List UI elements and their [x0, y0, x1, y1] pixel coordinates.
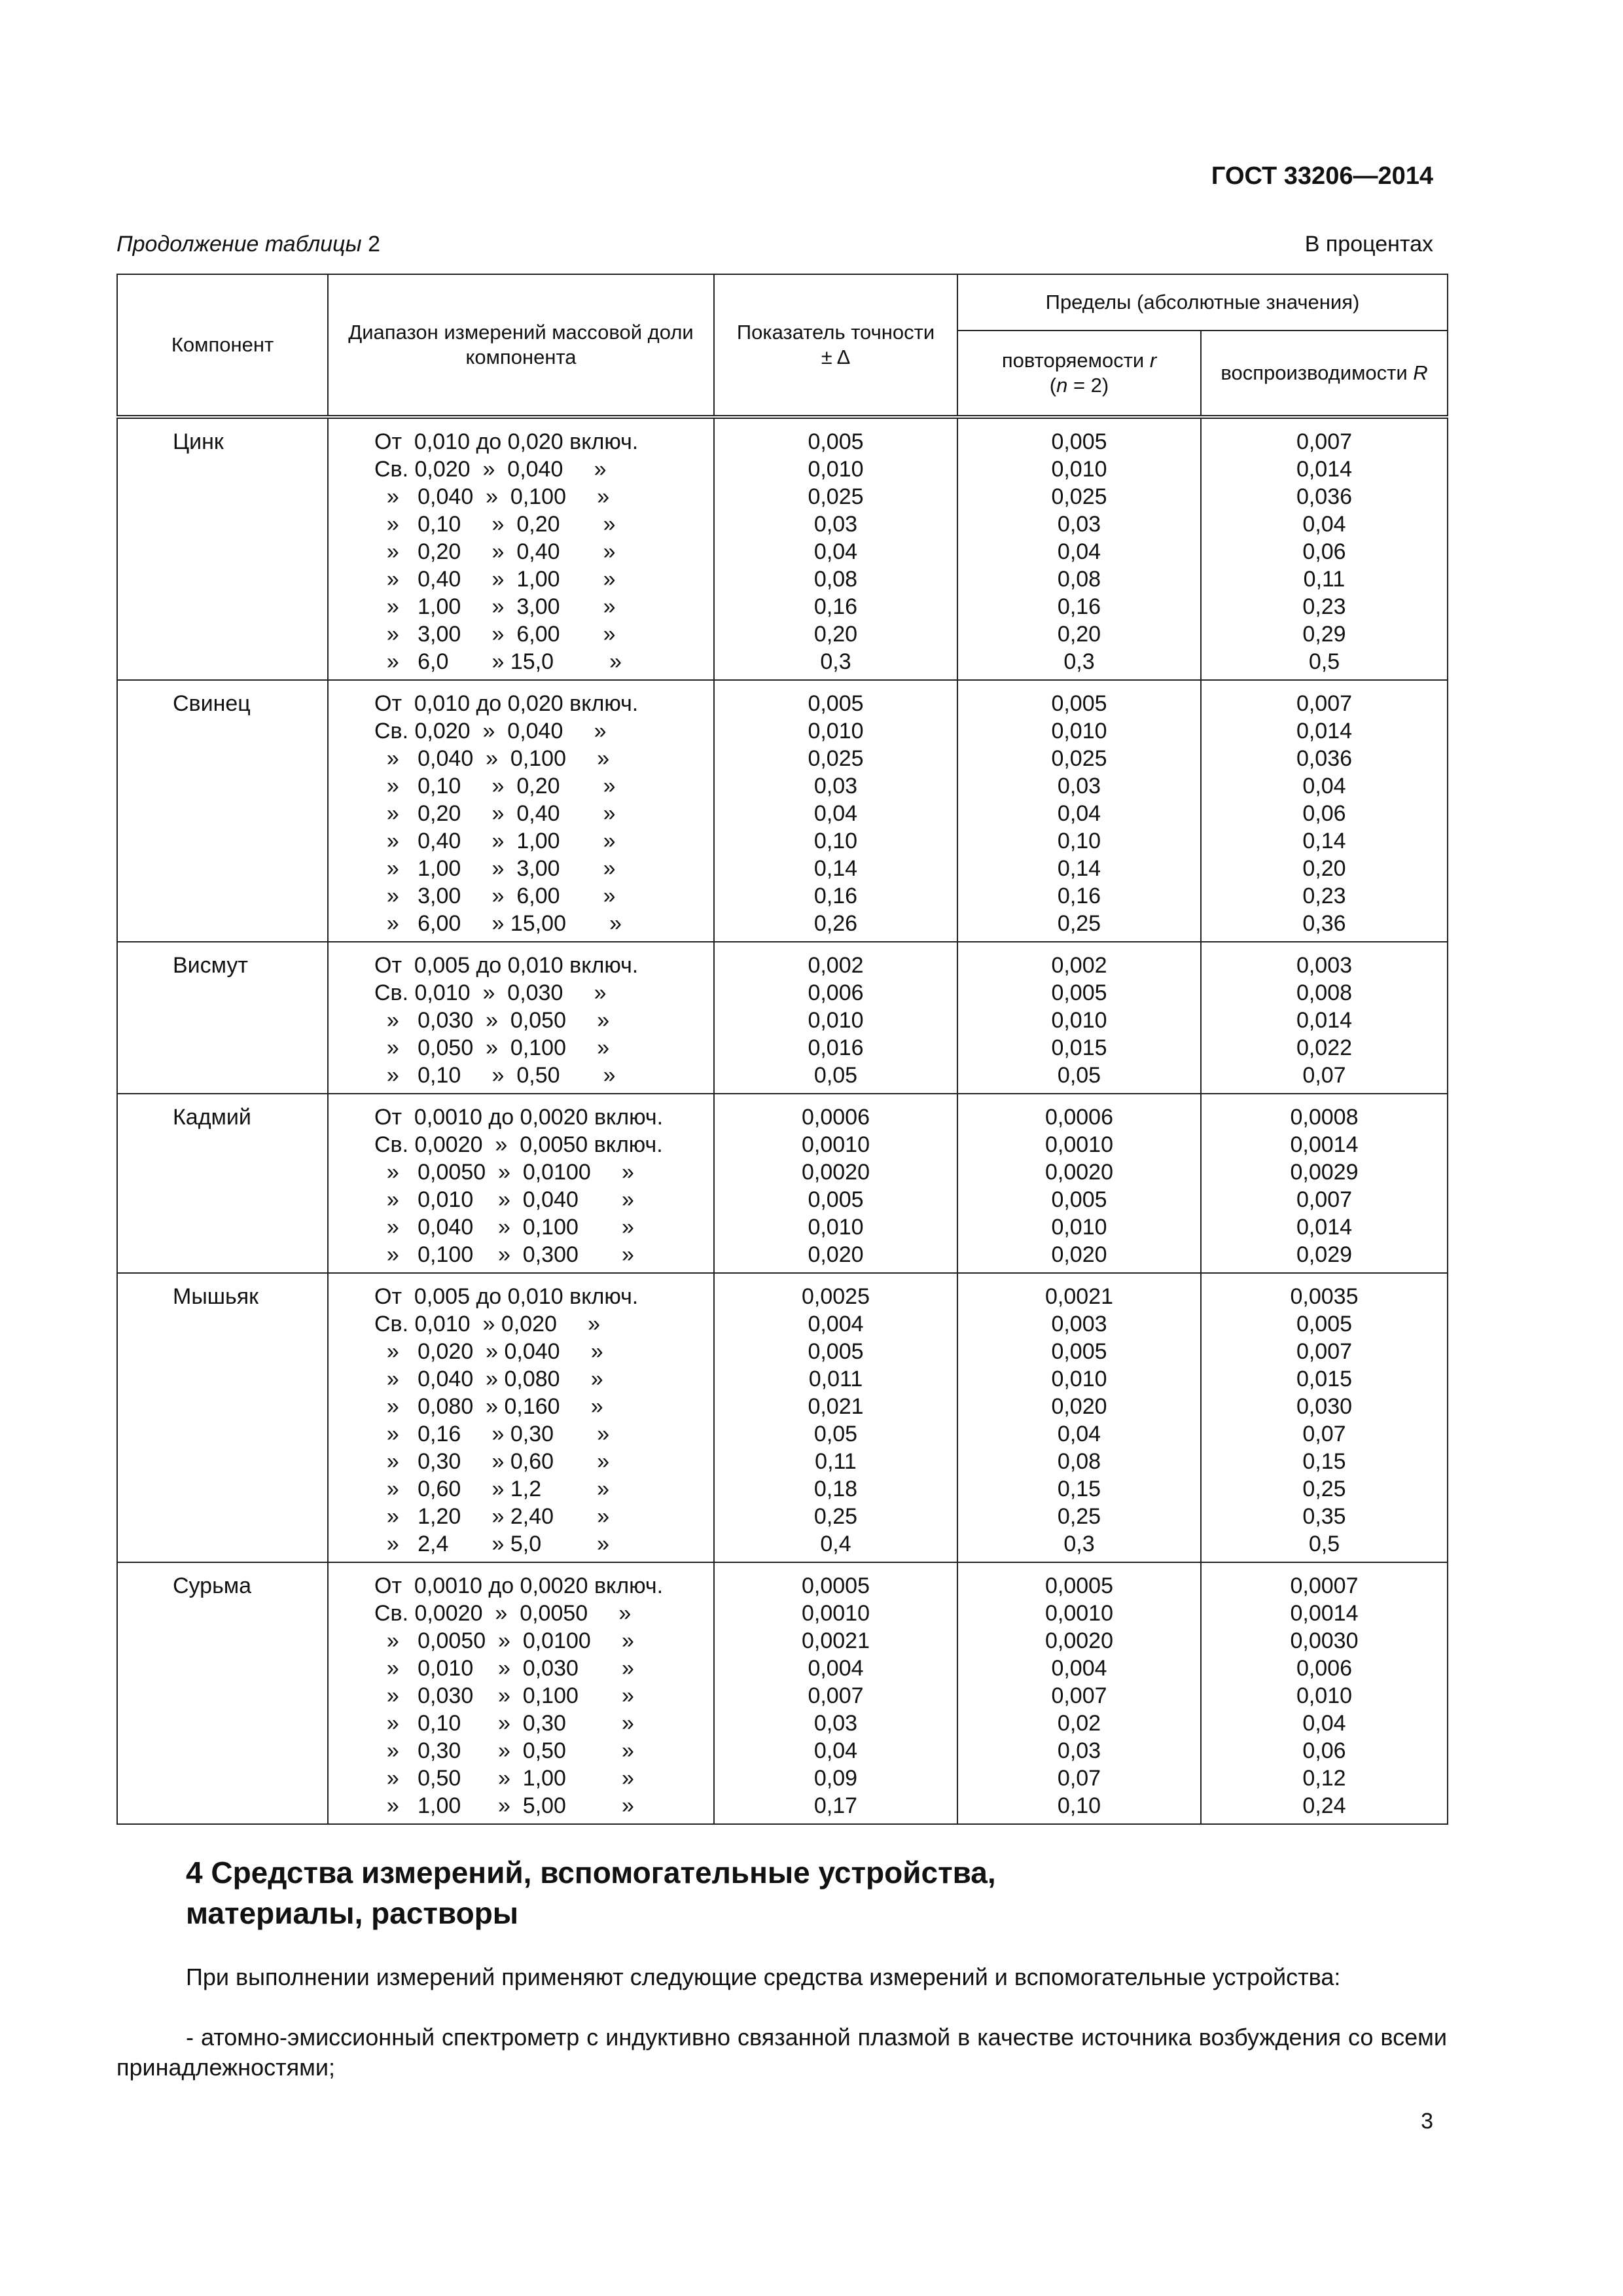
component-group-row: [117, 1094, 1448, 1273]
reproducibility-value: 0,010: [1296, 1683, 1353, 1708]
accuracy-value: 0,010: [808, 719, 864, 744]
accuracy-value: 0,03: [813, 1711, 858, 1736]
reproducibility-value: 0,003: [1296, 953, 1353, 978]
repeatability-value: 0,010: [1051, 1215, 1107, 1240]
range-line: » 0,30 » 0,60 »: [374, 1449, 610, 1474]
reproducibility-value: 0,014: [1296, 1215, 1353, 1240]
repeatability-value: 0,005: [1051, 429, 1107, 454]
repeatability-value: 0,005: [1051, 691, 1107, 716]
reproducibility-value: 0,005: [1296, 1312, 1353, 1336]
reproducibility-value: 0,006: [1296, 1656, 1353, 1681]
accuracy-value: 0,0005: [802, 1573, 870, 1598]
range-line: » 1,20 » 2,40 »: [374, 1504, 610, 1529]
repeatability-value: 0,14: [1057, 856, 1101, 881]
component-name: Мышьяк: [117, 1273, 328, 1562]
component-group-row: [117, 1273, 1448, 1562]
component-name: Цинк: [117, 417, 328, 680]
repeatability-value: 0,04: [1057, 801, 1101, 826]
reproducibility-value: 0,35: [1302, 1504, 1346, 1529]
reproducibility-value: 0,5: [1308, 1532, 1340, 1556]
range-line: » 0,050 » 0,100 »: [374, 1035, 610, 1060]
range-line: » 1,00 » 5,00 »: [374, 1793, 634, 1818]
reproducibility-value-cell: [1201, 680, 1448, 942]
accuracy-value: 0,016: [808, 1035, 864, 1060]
reproducibility-value: 0,23: [1302, 594, 1346, 619]
range-line: » 0,020 » 0,040 »: [374, 1339, 603, 1364]
repeatability-value: 0,10: [1057, 829, 1101, 853]
repeatability-value: 0,03: [1057, 1738, 1101, 1763]
range-line: » 0,0050 » 0,0100 »: [374, 1160, 634, 1185]
header-accuracy: [714, 274, 957, 417]
header-repeat-var: r: [1149, 349, 1157, 372]
repeatability-value: 0,025: [1051, 746, 1107, 771]
range-line: » 0,040 » 0,100 »: [374, 746, 610, 771]
accuracy-value: 0,025: [808, 484, 864, 509]
range-line: » 0,10 » 0,50 »: [374, 1063, 616, 1088]
reproducibility-value: 0,036: [1296, 746, 1353, 771]
reproducibility-value: 0,014: [1296, 457, 1353, 482]
reproducibility-value: 0,5: [1308, 649, 1340, 674]
page-number: 3: [1421, 2109, 1433, 2134]
range-line: » 0,010 » 0,030 »: [374, 1656, 634, 1681]
reproducibility-value: 0,022: [1296, 1035, 1353, 1060]
accuracy-value: 0,0020: [802, 1160, 870, 1185]
repeatability-value: 0,04: [1057, 539, 1101, 564]
repeatability-value: 0,005: [1051, 980, 1107, 1005]
accuracy-value: 0,0010: [802, 1601, 870, 1626]
accuracy-value: 0,20: [813, 622, 858, 647]
reproducibility-value: 0,24: [1302, 1793, 1346, 1818]
reproducibility-value: 0,04: [1302, 512, 1346, 537]
accuracy-value: 0,04: [813, 801, 858, 826]
reproducibility-value: 0,12: [1302, 1766, 1346, 1791]
repeatability-value: 0,25: [1057, 1504, 1101, 1529]
accuracy-value: 0,0025: [802, 1284, 870, 1309]
reproducibility-value: 0,0014: [1290, 1601, 1359, 1626]
range-line: Св. 0,020 » 0,040 »: [374, 457, 607, 482]
range-line: От 0,0010 до 0,0020 включ.: [374, 1573, 664, 1598]
header-reproduce-word: воспроизводимости: [1221, 361, 1414, 384]
repeatability-value: 0,015: [1051, 1035, 1107, 1060]
repeatability-value: 0,0006: [1045, 1105, 1113, 1130]
reproducibility-value: 0,36: [1302, 911, 1346, 936]
standard-number: ГОСТ 33206—2014: [1211, 162, 1433, 190]
reproducibility-value: 0,007: [1296, 429, 1353, 454]
repeatability-value: 0,08: [1057, 1449, 1101, 1474]
range-line: Св. 0,020 » 0,040 »: [374, 719, 607, 744]
reproducibility-value: 0,007: [1296, 1339, 1353, 1364]
header-repeatability: [957, 331, 1201, 417]
repeatability-value: 0,010: [1051, 1008, 1107, 1033]
repeatability-value: 0,005: [1051, 1187, 1107, 1212]
accuracy-value-cell: [714, 942, 957, 1094]
range-line-cell: [328, 417, 714, 680]
reproducibility-value-cell: [1201, 1094, 1448, 1273]
repeatability-value-cell: [957, 417, 1201, 680]
range-line: От 0,010 до 0,020 включ.: [374, 429, 639, 454]
reproducibility-value: 0,15: [1302, 1449, 1346, 1474]
range-line: Св. 0,0020 » 0,0050 включ.: [374, 1132, 663, 1157]
reproducibility-value: 0,06: [1302, 801, 1346, 826]
reproducibility-value: 0,0008: [1290, 1105, 1359, 1130]
component-group-row: [117, 417, 1448, 680]
range-line: » 0,010 » 0,040 »: [374, 1187, 634, 1212]
accuracy-value: 0,010: [808, 457, 864, 482]
repeatability-value: 0,10: [1057, 1793, 1101, 1818]
reproducibility-value-cell: [1201, 942, 1448, 1094]
section-title-line2: [186, 1893, 1298, 1933]
range-line: » 3,00 » 6,00 »: [374, 884, 616, 908]
table-caption-number: 2: [361, 232, 380, 257]
reproducibility-value: 0,25: [1302, 1477, 1346, 1501]
range-line: От 0,005 до 0,010 включ.: [374, 953, 639, 978]
header-limits: Пределы (абсолютные значения): [957, 274, 1448, 331]
repeatability-value: 0,15: [1057, 1477, 1101, 1501]
accuracy-value: 0,08: [813, 567, 858, 592]
component-group-row: [117, 942, 1448, 1094]
repeatability-value: 0,0010: [1045, 1601, 1113, 1626]
accuracy-value: 0,004: [808, 1312, 864, 1336]
reproducibility-value: 0,23: [1302, 884, 1346, 908]
reproducibility-value-cell: [1201, 1562, 1448, 1824]
accuracy-value: 0,005: [808, 429, 864, 454]
accuracy-value: 0,010: [808, 1008, 864, 1033]
range-line: Св. 0,010 » 0,020 »: [374, 1312, 601, 1336]
reproducibility-value: 0,06: [1302, 539, 1346, 564]
repeatability-value: 0,16: [1057, 594, 1101, 619]
header-repeat-sub-var: n: [1056, 374, 1068, 397]
reproducibility-value: 0,0030: [1290, 1628, 1359, 1653]
reproducibility-value: 0,0035: [1290, 1284, 1359, 1309]
paragraph-1-text: При выполнении измерений применяют следующие средства измерений и вспомогательные устройства:: [186, 1964, 1341, 1990]
range-line-cell: [328, 1094, 714, 1273]
reproducibility-value: 0,014: [1296, 719, 1353, 744]
range-line: » 0,040 » 0,100 »: [374, 484, 610, 509]
accuracy-value: 0,03: [813, 774, 858, 798]
header-component: Компонент: [117, 274, 328, 417]
accuracy-value: 0,025: [808, 746, 864, 771]
repeatability-value: 0,020: [1051, 1242, 1107, 1267]
range-line: » 0,20 » 0,40 »: [374, 539, 616, 564]
range-line: » 0,60 » 1,2 »: [374, 1477, 610, 1501]
repeatability-value: 0,025: [1051, 484, 1107, 509]
range-line: » 6,00 » 15,00 »: [374, 911, 622, 936]
repeatability-value: 0,010: [1051, 457, 1107, 482]
reproducibility-value: 0,07: [1302, 1063, 1346, 1088]
repeatability-value: 0,005: [1051, 1339, 1107, 1364]
accuracy-value: 0,020: [808, 1242, 864, 1267]
range-line: » 0,040 » 0,080 »: [374, 1367, 603, 1391]
range-line: » 0,40 » 1,00 »: [374, 829, 616, 853]
repeatability-value: 0,010: [1051, 1367, 1107, 1391]
repeatability-value: 0,004: [1051, 1656, 1107, 1681]
repeatability-value: 0,0010: [1045, 1132, 1113, 1157]
header-repeat-word: повторяемости: [1001, 349, 1150, 372]
component-group-row: [117, 1562, 1448, 1824]
range-line: » 0,50 » 1,00 »: [374, 1766, 634, 1791]
reproducibility-value: 0,015: [1296, 1367, 1353, 1391]
accuracy-value: 0,010: [808, 1215, 864, 1240]
range-line: » 0,080 » 0,160 »: [374, 1394, 603, 1419]
reproducibility-value: 0,04: [1302, 774, 1346, 798]
accuracy-value: 0,04: [813, 1738, 858, 1763]
accuracy-value: 0,021: [808, 1394, 864, 1419]
header-accuracy-line2: ± Δ: [821, 346, 851, 368]
range-line: От 0,010 до 0,020 включ.: [374, 691, 639, 716]
reproducibility-value: 0,11: [1303, 567, 1346, 592]
range-line-cell: [328, 1273, 714, 1562]
accuracy-value: 0,25: [813, 1504, 858, 1529]
units-note: В процентах: [1304, 232, 1433, 257]
repeatability-value: 0,25: [1057, 911, 1101, 936]
range-line: » 1,00 » 3,00 »: [374, 856, 616, 881]
repeatability-value-cell: [957, 1562, 1201, 1824]
reproducibility-value: 0,007: [1296, 691, 1353, 716]
reproducibility-value-cell: [1201, 1273, 1448, 1562]
repeatability-value: 0,007: [1051, 1683, 1107, 1708]
accuracy-value: 0,0021: [802, 1628, 870, 1653]
accuracy-value: 0,05: [813, 1422, 858, 1446]
repeatability-value: 0,0021: [1045, 1284, 1113, 1309]
repeatability-value: 0,3: [1063, 649, 1095, 674]
repeatability-value: 0,20: [1057, 622, 1101, 647]
accuracy-value: 0,16: [813, 594, 858, 619]
repeatability-value-cell: [957, 680, 1201, 942]
section-title-line1: 4 Средства измерений, вспомогательные устройства,: [186, 1856, 996, 1890]
range-line: » 6,0 » 15,0 »: [374, 649, 622, 674]
reproducibility-value: 0,0029: [1290, 1160, 1359, 1185]
repeatability-value: 0,05: [1057, 1063, 1101, 1088]
range-line: Св. 0,0020 » 0,0050 »: [374, 1601, 632, 1626]
header-range: Диапазон измерений массовой доли компонента: [328, 274, 714, 417]
header-reproducibility: [1201, 331, 1448, 417]
section-heading: [186, 1852, 1298, 1933]
reproducibility-value: 0,06: [1302, 1738, 1346, 1763]
range-line: » 0,20 » 0,40 »: [374, 801, 616, 826]
reproducibility-value: 0,007: [1296, 1187, 1353, 1212]
repeatability-value: 0,03: [1057, 774, 1101, 798]
component-name: Кадмий: [117, 1094, 328, 1273]
reproducibility-value: 0,20: [1302, 856, 1346, 881]
table-caption-text: Продолжение таблицы: [116, 232, 362, 257]
range-line: » 0,30 » 0,50 »: [374, 1738, 634, 1763]
range-line: » 0,100 » 0,300 »: [374, 1242, 634, 1267]
repeatability-value: 0,08: [1057, 567, 1101, 592]
range-line: » 0,40 » 1,00 »: [374, 567, 616, 592]
header-accuracy-line1: Показатель точности: [736, 321, 935, 344]
header-reproduce-var: R: [1413, 361, 1428, 384]
repeatability-value: 0,0020: [1045, 1160, 1113, 1185]
accuracy-value: 0,005: [808, 691, 864, 716]
header-repeat-sub-close: = 2): [1067, 374, 1109, 397]
accuracy-value-cell: [714, 417, 957, 680]
component-name: Висмут: [117, 942, 328, 1094]
range-line: » 0,10 » 0,30 »: [374, 1711, 634, 1736]
table-body: [117, 417, 1448, 1824]
range-line: » 3,00 » 6,00 »: [374, 622, 616, 647]
repeatability-value: 0,02: [1057, 1711, 1101, 1736]
accuracy-value: 0,09: [813, 1766, 858, 1791]
repeatability-value: 0,0005: [1045, 1573, 1113, 1598]
table-caption: [116, 232, 380, 257]
reproducibility-value: 0,14: [1302, 829, 1346, 853]
repeatability-value: 0,16: [1057, 884, 1101, 908]
repeatability-value: 0,020: [1051, 1394, 1107, 1419]
range-line: » 0,0050 » 0,0100 »: [374, 1628, 634, 1653]
range-line: От 0,005 до 0,010 включ.: [374, 1284, 639, 1309]
section-title-line2-text: материалы, растворы: [186, 1896, 519, 1930]
accuracy-value: 0,03: [813, 512, 858, 537]
reproducibility-value-cell: [1201, 417, 1448, 680]
reproducibility-value: 0,29: [1302, 622, 1346, 647]
range-line-cell: [328, 1562, 714, 1824]
reproducibility-value: 0,07: [1302, 1422, 1346, 1446]
accuracy-value: 0,26: [813, 911, 858, 936]
repeatability-value: 0,07: [1057, 1766, 1101, 1791]
accuracy-value: 0,005: [808, 1339, 864, 1364]
accuracy-value: 0,0006: [802, 1105, 870, 1130]
paragraph-2: [116, 2022, 1447, 2083]
range-line: » 0,030 » 0,100 »: [374, 1683, 634, 1708]
range-line: » 0,10 » 0,20 »: [374, 774, 616, 798]
reproducibility-value: 0,036: [1296, 484, 1353, 509]
range-line: » 2,4 » 5,0 »: [374, 1532, 610, 1556]
header-repeat-sub-open: (: [1049, 374, 1057, 397]
accuracy-value: 0,14: [813, 856, 858, 881]
reproducibility-value: 0,008: [1296, 980, 1353, 1005]
repeatability-value: 0,03: [1057, 512, 1101, 537]
accuracy-value: 0,4: [820, 1532, 851, 1556]
reproducibility-value: 0,04: [1302, 1711, 1346, 1736]
range-line-cell: [328, 942, 714, 1094]
range-line: » 0,10 » 0,20 »: [374, 512, 616, 537]
accuracy-value: 0,17: [813, 1793, 858, 1818]
accuracy-value: 0,10: [813, 829, 858, 853]
range-line: От 0,0010 до 0,0020 включ.: [374, 1105, 664, 1130]
accuracy-value: 0,04: [813, 539, 858, 564]
repeatability-value: 0,0020: [1045, 1628, 1113, 1653]
accuracy-value-cell: [714, 1273, 957, 1562]
accuracy-value: 0,011: [808, 1367, 863, 1391]
range-line: Св. 0,010 » 0,030 »: [374, 980, 607, 1005]
reproducibility-value: 0,0014: [1290, 1132, 1359, 1157]
accuracy-value: 0,16: [813, 884, 858, 908]
accuracy-value: 0,005: [808, 1187, 864, 1212]
reproducibility-value: 0,029: [1296, 1242, 1353, 1267]
range-line: » 0,030 » 0,050 »: [374, 1008, 610, 1033]
reproducibility-value: 0,014: [1296, 1008, 1353, 1033]
range-line: » 1,00 » 3,00 »: [374, 594, 616, 619]
accuracy-value: 0,11: [815, 1449, 857, 1474]
accuracy-value-cell: [714, 680, 957, 942]
repeatability-value: 0,003: [1051, 1312, 1107, 1336]
accuracy-value: 0,002: [808, 953, 864, 978]
accuracy-value: 0,004: [808, 1656, 864, 1681]
accuracy-value: 0,3: [820, 649, 851, 674]
range-line: » 0,16 » 0,30 »: [374, 1422, 610, 1446]
range-line: » 0,040 » 0,100 »: [374, 1215, 634, 1240]
accuracy-value: 0,05: [813, 1063, 858, 1088]
repeatability-value: 0,002: [1051, 953, 1107, 978]
repeatability-value: 0,3: [1063, 1532, 1095, 1556]
accuracy-value: 0,006: [808, 980, 864, 1005]
reproducibility-value: 0,030: [1296, 1394, 1353, 1419]
repeatability-value-cell: [957, 1094, 1201, 1273]
accuracy-value-cell: [714, 1562, 957, 1824]
component-group-row: [117, 680, 1448, 942]
measurement-table: [116, 274, 1448, 1825]
repeatability-value-cell: [957, 942, 1201, 1094]
accuracy-value: 0,18: [813, 1477, 858, 1501]
reproducibility-value: 0,0007: [1290, 1573, 1359, 1598]
paragraph-2-text: - атомно-эмиссионный спектрометр с индуктивно связанной плазмой в качестве источника возбуждения со всеми принадлежностями;: [116, 2024, 1447, 2081]
repeatability-value: 0,010: [1051, 719, 1107, 744]
component-name: Сурьма: [117, 1562, 328, 1824]
repeatability-value: 0,04: [1057, 1422, 1101, 1446]
accuracy-value: 0,0010: [802, 1132, 870, 1157]
component-name: Свинец: [117, 680, 328, 942]
accuracy-value-cell: [714, 1094, 957, 1273]
repeatability-value-cell: [957, 1273, 1201, 1562]
range-line-cell: [328, 680, 714, 942]
paragraph-1: [116, 1962, 1447, 1992]
accuracy-value: 0,007: [808, 1683, 864, 1708]
